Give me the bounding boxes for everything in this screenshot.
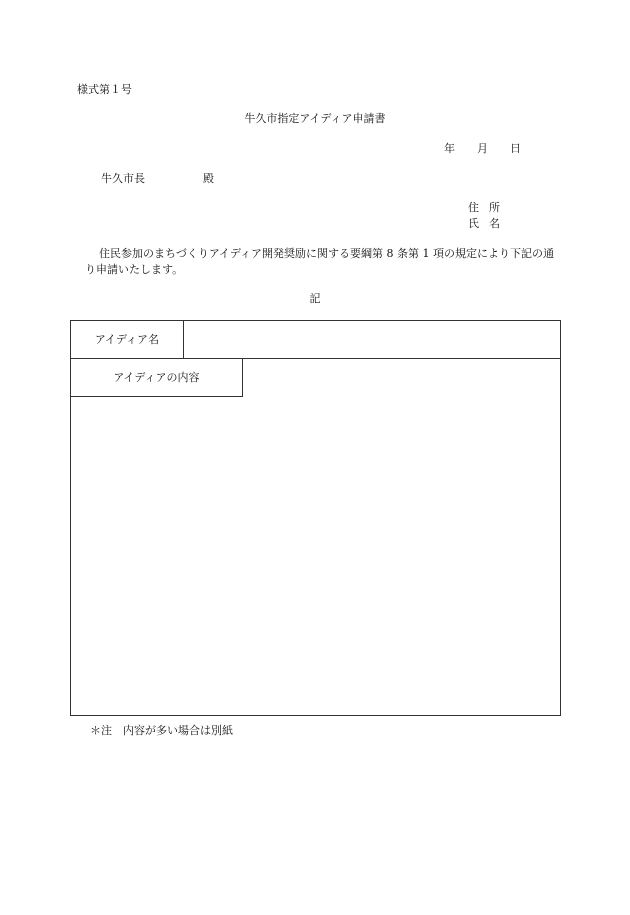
date-line xyxy=(444,143,521,154)
footnote: ＊注 内容が多い場合は別紙 xyxy=(90,724,233,737)
idea-name-field[interactable] xyxy=(184,321,560,358)
addressee-line xyxy=(101,173,214,184)
idea-content-field[interactable] xyxy=(71,397,560,715)
applicant-name-label: 氏名 xyxy=(468,217,510,230)
body-text: 住民参加のまちづくりアイディア開発奨励に関する要綱第 8 条第 1 項の規定により下記の通り申請いたします。 xyxy=(85,247,555,276)
addressee-name: 牛久市長 xyxy=(101,172,145,185)
idea-content-label: アイディアの内容 xyxy=(71,359,243,397)
record-mark: 記 xyxy=(309,292,321,305)
form-title: 牛久市指定アイディア申請書 xyxy=(244,112,386,125)
date-day-label: 日 xyxy=(510,142,521,155)
applicant-address-label: 住所 xyxy=(468,201,510,214)
form-number: 様式第１号 xyxy=(77,83,132,96)
idea-name-label: アイディア名 xyxy=(71,321,184,358)
date-year-label: 年 xyxy=(444,142,455,155)
addressee-honorific: 殿 xyxy=(203,172,214,185)
date-month-label: 月 xyxy=(477,142,488,155)
application-table xyxy=(70,320,561,716)
idea-name-row xyxy=(71,321,560,359)
